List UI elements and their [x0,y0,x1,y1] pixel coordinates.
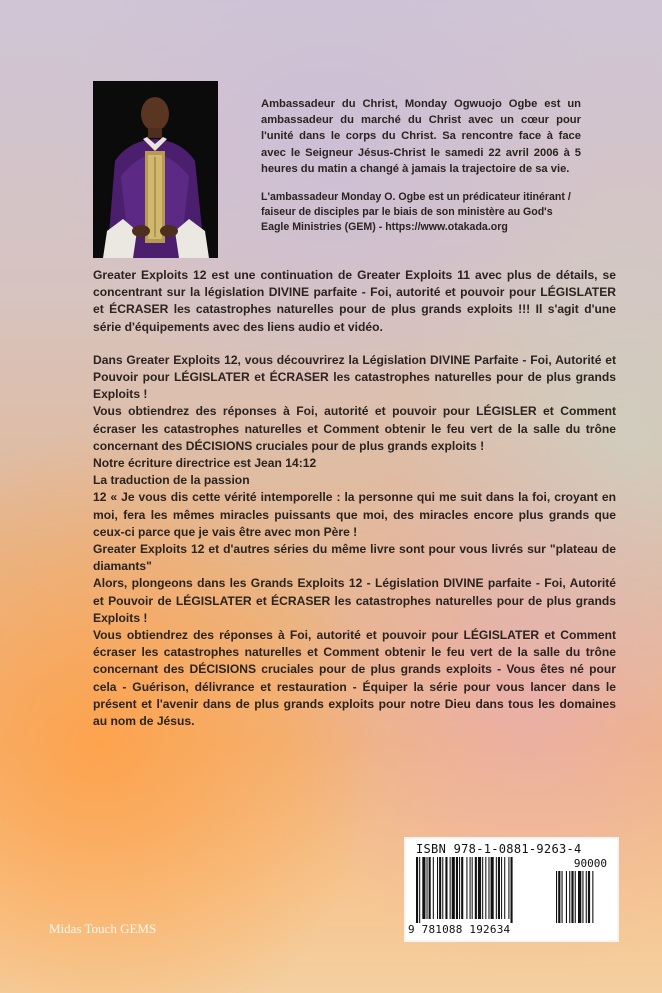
addon-barcode-stripe [578,871,581,923]
barcode-stripe [501,857,502,919]
barcode-stripe [491,857,494,919]
addon-barcode-stripe [562,871,563,923]
barcode-stripe [416,857,418,923]
bio-paragraph-1: Ambassadeur du Christ, Monday Ogwuojo Ogbe est un ambassadeur du marché du Christ avec un cœur pour l'unité dans le corps du Christ. Sa rencontre face à face avec le Seigneur Jésus-Christ le samedi 22 avril 2006 à 5 heures du matin a changé à jamais la trajectoire de sa vie. [261,98,581,175]
barcode-stripe [472,857,473,919]
barcode-stripe [452,857,455,919]
addon-barcode-stripe [558,871,560,923]
barcode-stripe [470,857,471,919]
isbn-label: ISBN 978-1-0881-9263-4 [416,842,582,856]
barcode-stripe [482,857,483,919]
addon-barcode-stripe [556,871,557,923]
barcode-stripe [422,857,425,919]
barcode-bars [416,857,611,923]
barcode-stripe [439,857,441,919]
ean-digits: 9 781088 192634 [408,923,511,936]
addon-barcode-stripe [575,871,576,923]
barcode-stripe [459,857,460,919]
barcode-stripe [427,857,428,919]
description-paragraph-6: Greater Exploits 12 et d'autres séries du même livre sont pour vous livrés sur "plateau de diamants" [93,542,616,574]
barcode-stripe [442,857,443,919]
barcode-stripe [461,857,463,919]
description-paragraph-5: 12 « Je vous dis cette vérité intemporelle : la personne qui me suit dans la foi, croyant en moi, fera les mêmes miracles puissants que moi, des miracles encore plus grands que ceux-ci parce que je vais être avec mon Père ! [93,490,616,539]
description-paragraph-1: Dans Greater Exploits 12, vous découvrirez la Législation DIVINE Parfaite - Foi, Autorité et Pouvoir pour LÉGISLATER et ÉCRASER les catastrophes naturelles pour de plus grands Exploits ! [93,352,616,402]
description-intro: Greater Exploits 12 est une continuation de Greater Exploits 11 avec plus de détails, se concentrant sur la législation DIVINE parfaite - Foi, autorité et pouvoir pour LÉGISLATER et ÉCRASER les catastrophes naturelles pour de plus grands exploits !!! Il s'agit d'une série d'équipements avec des liens audio et vidéo. [93,268,616,334]
author-photo [93,81,218,258]
barcode-stripe [445,857,447,919]
barcode-stripe [488,857,489,919]
addon-barcode-stripe [592,871,593,923]
addon-barcode-stripe [582,871,583,923]
isbn-barcode [404,837,619,942]
addon-barcode-stripe [586,871,587,923]
addon-barcode-stripe [588,871,590,923]
barcode-stripe [478,857,481,919]
author-portrait-image [93,81,218,258]
barcode-stripe [485,857,486,919]
barcode-stripe [466,857,467,919]
barcode-stripe [508,857,509,919]
barcode-stripe [511,857,513,923]
book-description [93,267,616,730]
description-paragraph-7: Alors, plongeons dans les Grands Exploits 12 - Législation DIVINE parfaite - Foi, Autorité et Pouvoir de LÉGISLATER et ÉCRASER les catastrophes naturelles pour de plus grands Exploits ! [93,576,616,625]
barcode-stripe [433,857,434,919]
barcode-stripe [450,857,451,919]
publisher-logo-text: Midas Touch GEMS [49,921,157,936]
description-paragraph-3: Notre écriture directrice est Jean 14:12 [93,456,317,471]
bio-paragraph-2: L'ambassadeur Monday O. Ogbe est un prédicateur itinérant / faiseur de disciples par le biais de son ministère au God's Eagle Ministries (GEM) - https://www.otakada.org [261,191,571,234]
addon-barcode-stripe [569,871,570,923]
barcode-stripe [437,857,438,919]
description-paragraph-4: La traduction de la passion [93,473,250,488]
addon-barcode-stripe [566,871,567,923]
barcode-stripe [496,857,497,919]
barcode-stripe [429,857,431,919]
addon-barcode-stripe [571,871,573,923]
author-bio [261,96,581,235]
barcode-stripe [504,857,505,919]
description-paragraph-8: Vous obtiendrez des réponses à Foi, autorité et pouvoir pour LÉGISLATER et Comment écraser les catastrophes naturelles et Comment obtenir le feu vert de la salle du trône concernant des DÉCISIONS cruciales pour de plus grands exploits - Vous êtes né pour cela - Guérison, délivrance et restauration - Équiper la série pour vous lancer dans le présent et l'avenir dans de plus grands exploits pour notre Dieu dans tous les domaines au nom de Jésus. [93,628,616,729]
barcode-stripe [498,857,500,919]
barcode-stripe [475,857,477,919]
barcode-stripe [456,857,458,919]
description-paragraph-2: Vous obtiendrez des réponses à Foi, autorité et pouvoir pour LÉGISLER et Comment écraser les catastrophes naturelles et Comment obtenir le feu vert de la salle du trône concernant des DÉCISIONS cruciales pour de plus grands exploits ! [93,404,616,453]
price-code: 90000 [573,857,607,870]
barcode-stripe [419,857,420,923]
